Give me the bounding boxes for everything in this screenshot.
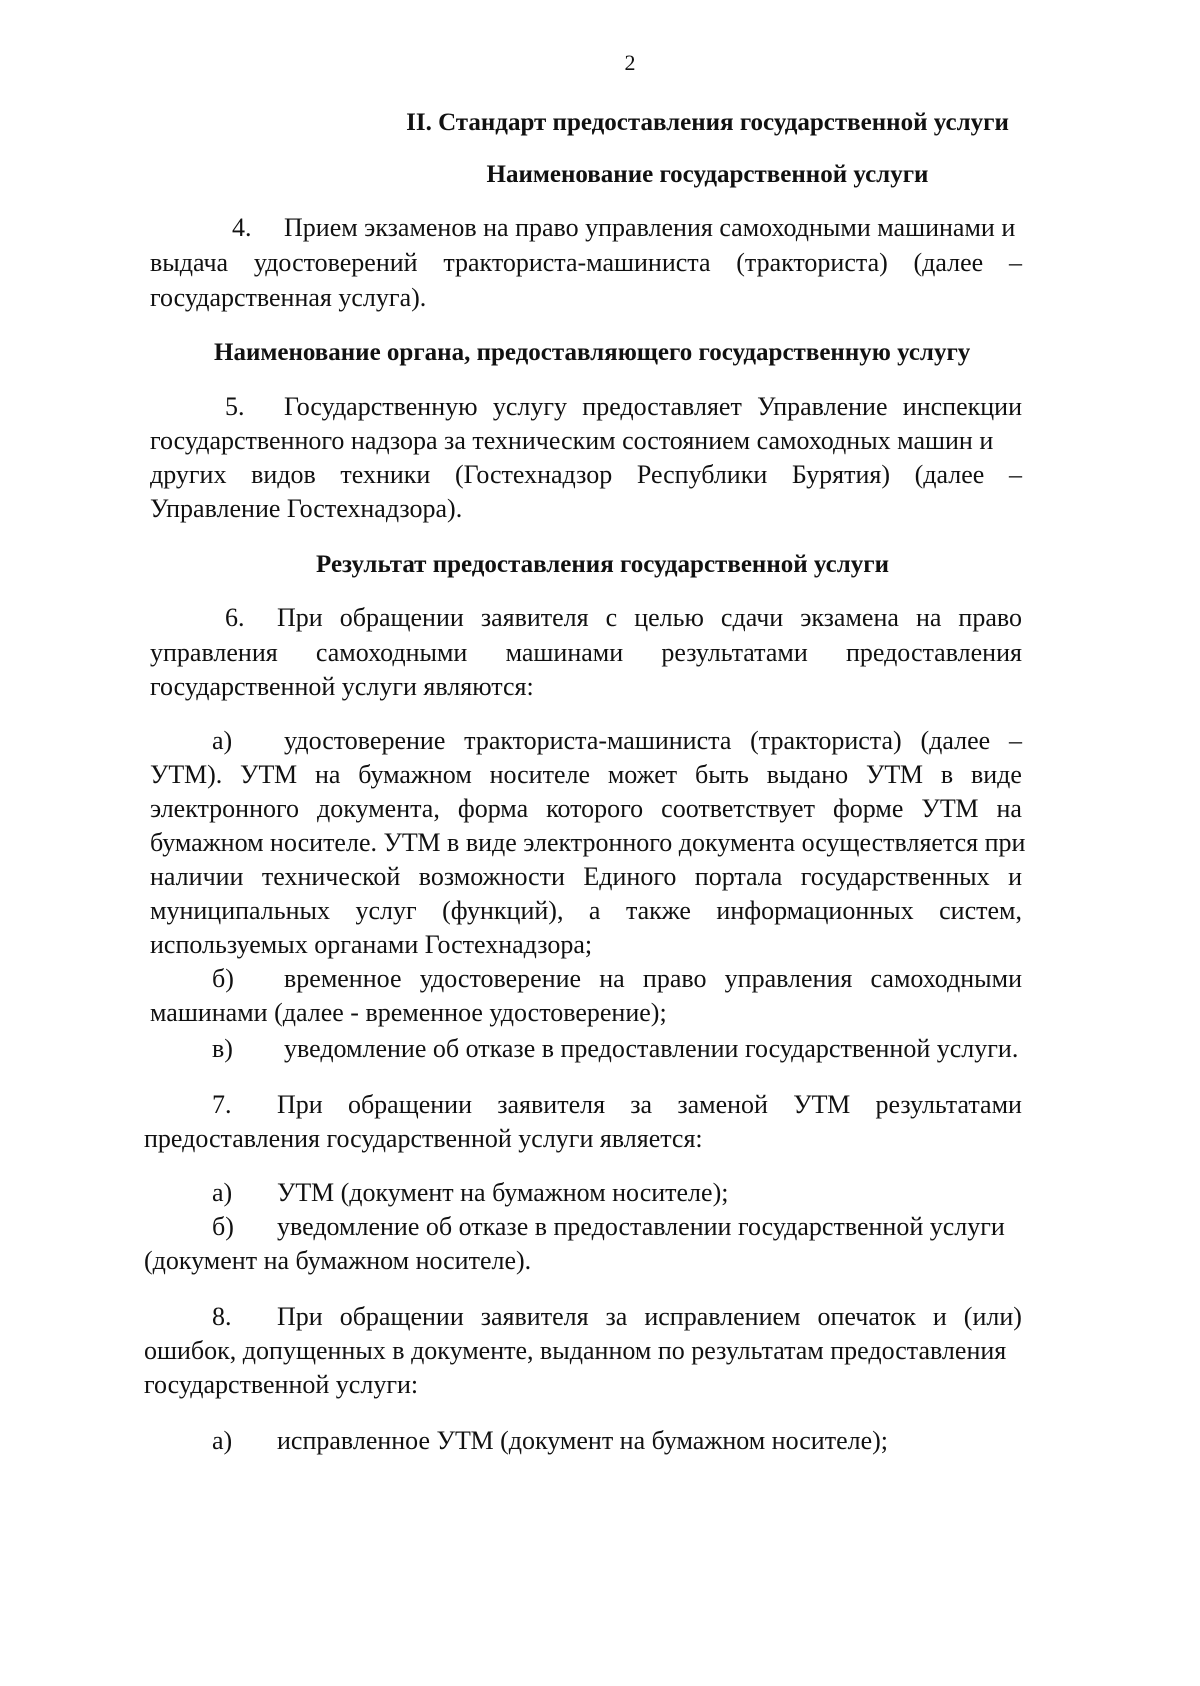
word: а — [588, 896, 601, 925]
word: (тракториста) — [736, 248, 888, 277]
word: бумажном — [358, 760, 472, 789]
word: заявителя — [480, 603, 589, 632]
word: с — [605, 603, 618, 632]
word: документа, — [317, 794, 440, 823]
p7-number: 7. — [212, 1090, 232, 1119]
word: обращении — [339, 1302, 464, 1331]
p4-line-3: государственная услуга). — [150, 283, 427, 312]
word: инспекции — [902, 392, 1022, 421]
p6-item-a-line-5 — [150, 860, 1022, 894]
p5-line-2: государственного надзора за техническим состоянием самоходных машин и — [150, 426, 994, 455]
p7-item-b-line-2: (документ на бумажном носителе). — [144, 1246, 532, 1275]
word: УТМ — [793, 1090, 851, 1119]
word: возможности — [418, 862, 565, 891]
word: временное — [284, 964, 402, 993]
word: услуг — [355, 896, 417, 925]
word: УТМ — [865, 760, 924, 789]
word: обращении — [339, 603, 464, 632]
word: предоставляет — [582, 392, 742, 421]
word: тракториста-машиниста — [443, 248, 711, 277]
word: портала — [694, 862, 783, 891]
p6-item-a-line-1 — [284, 724, 1022, 758]
p5-line-4: Управление Гостехнадзора). — [150, 494, 463, 523]
word: УТМ — [921, 794, 979, 823]
word: УТМ — [240, 760, 298, 789]
word: право — [642, 964, 707, 993]
word: также — [625, 896, 691, 925]
p8-line-3: государственной услуги: — [144, 1370, 419, 1399]
word: опечаток — [817, 1302, 916, 1331]
word: выдано — [766, 760, 849, 789]
word: самоходными — [315, 638, 468, 667]
word: и — [1008, 862, 1022, 891]
word: (функций), — [442, 896, 564, 925]
word: (далее — [914, 460, 985, 489]
p6-item-a-line-4: бумажном носителе. УТМ в виде электронного документа осуществляется при — [150, 828, 1026, 857]
p5-number: 5. — [225, 392, 245, 421]
p6-item-a-line-6 — [150, 894, 1022, 928]
word: (тракториста) — [750, 726, 902, 755]
word: быть — [694, 760, 749, 789]
p5-line-3 — [150, 458, 1022, 492]
word: информационных — [716, 896, 914, 925]
word: предоставления — [845, 638, 1022, 667]
word: в — [940, 760, 954, 789]
word: результатами — [661, 638, 808, 667]
p6-item-b-line-2: машинами (далее - временное удостоверение); — [150, 998, 667, 1027]
word: форме — [832, 794, 904, 823]
word: – — [1008, 460, 1022, 489]
word: управления — [724, 964, 853, 993]
word: При — [277, 603, 323, 632]
p8-item-a-line-1: исправленное УТМ (документ на бумажном носителе); — [277, 1426, 888, 1455]
word: удостоверение — [419, 964, 582, 993]
word: за — [630, 1090, 653, 1119]
word: тракториста-машиниста — [464, 726, 732, 755]
word: соответствует — [661, 794, 815, 823]
word: обращении — [347, 1090, 473, 1119]
word: Единого — [583, 862, 677, 891]
word: – — [1008, 726, 1022, 755]
word: виде — [970, 760, 1022, 789]
word: удостоверение — [284, 726, 446, 755]
word: на — [996, 794, 1022, 823]
p6-item-a-line-3 — [150, 792, 1022, 826]
p6-line-2 — [150, 636, 1022, 670]
word: может — [607, 760, 678, 789]
heading-service-name: Наименование государственной услуги — [486, 161, 929, 188]
word: услугу — [492, 392, 568, 421]
section-title: II. Стандарт предоставления государственной услуги — [406, 109, 1009, 136]
p7-item-b-line-1: уведомление об отказе в предоставлении государственной услуги — [277, 1212, 1005, 1241]
word: форма — [457, 794, 529, 823]
word: результатами — [875, 1090, 1022, 1119]
p8-line-1 — [277, 1300, 1022, 1334]
p4-number: 4. — [232, 213, 252, 242]
p8-line-2: ошибок, допущенных в документе, выданном по результатам предоставления — [144, 1336, 1007, 1365]
word: и — [932, 1302, 947, 1331]
word: При — [277, 1302, 323, 1331]
word: удостоверений — [253, 248, 418, 277]
p6-item-v-label: в) — [212, 1034, 233, 1063]
word: за — [605, 1302, 628, 1331]
word: Управление — [757, 392, 888, 421]
word: машинами — [505, 638, 624, 667]
p7-item-a-label: а) — [212, 1178, 233, 1207]
p7-item-b-label: б) — [212, 1212, 234, 1241]
p5-line-1 — [284, 390, 1022, 424]
word: технической — [261, 862, 401, 891]
p6-line-1 — [277, 601, 1022, 635]
p6-item-a-label: а) — [212, 726, 233, 755]
page-number: 2 — [624, 50, 636, 75]
word: на — [599, 964, 625, 993]
word: исправлением — [644, 1302, 801, 1331]
word: видов — [251, 460, 316, 489]
word: систем, — [939, 896, 1022, 925]
word: заявителя — [497, 1090, 606, 1119]
p6-item-a-line-2 — [150, 758, 1022, 792]
word: государственных — [800, 862, 990, 891]
p7-item-a-line-1: УТМ (документ на бумажном носителе); — [277, 1178, 729, 1207]
p4-line-2 — [150, 246, 1022, 280]
p6-line-3: государственной услуги являются: — [150, 672, 534, 701]
p6-item-b-line-1 — [284, 962, 1022, 996]
p8-number: 8. — [212, 1302, 232, 1331]
word: Республики — [636, 460, 768, 489]
word: сдачи — [720, 603, 784, 632]
word: право — [958, 603, 1022, 632]
word: управления — [150, 638, 278, 667]
word: (далее — [920, 726, 991, 755]
word: заменой — [677, 1090, 768, 1119]
word: техники — [340, 460, 431, 489]
word: При — [277, 1090, 323, 1119]
word: экзамена — [800, 603, 899, 632]
word: электронного — [150, 794, 300, 823]
word: наличии — [150, 862, 244, 891]
word: УТМ). — [150, 760, 223, 789]
word: (далее — [913, 248, 984, 277]
heading-authority-name: Наименование органа, предоставляющего государственную услугу — [214, 339, 971, 366]
heading-result: Результат предоставления государственной услуги — [316, 551, 889, 578]
p4-line-1: Прием экзаменов на право управления самоходными машинами и — [284, 213, 1016, 242]
word: (Гостехнадзор — [454, 460, 613, 489]
word: других — [150, 460, 227, 489]
p7-line-2: предоставления государственной услуги является: — [144, 1124, 703, 1153]
word: Бурятия) — [791, 460, 891, 489]
p6-number: 6. — [225, 603, 245, 632]
word: (или) — [963, 1302, 1022, 1331]
p6-item-v-line-1: уведомление об отказе в предоставлении государственной услуги. — [284, 1034, 1019, 1063]
word: заявителя — [480, 1302, 589, 1331]
word: на — [915, 603, 942, 632]
word: выдача — [150, 248, 229, 277]
word: на — [314, 760, 341, 789]
p7-line-1 — [277, 1088, 1022, 1122]
word: целью — [634, 603, 704, 632]
p6-item-b-label: б) — [212, 964, 234, 993]
word: – — [1008, 248, 1022, 277]
word: носителе — [489, 760, 591, 789]
p8-item-a-label: а) — [212, 1426, 233, 1455]
word: Государственную — [284, 392, 478, 421]
word: муниципальных — [150, 896, 331, 925]
p6-item-a-line-7: используемых органами Гостехнадзора; — [150, 930, 593, 959]
word: которого — [546, 794, 644, 823]
word: самоходными — [870, 964, 1022, 993]
